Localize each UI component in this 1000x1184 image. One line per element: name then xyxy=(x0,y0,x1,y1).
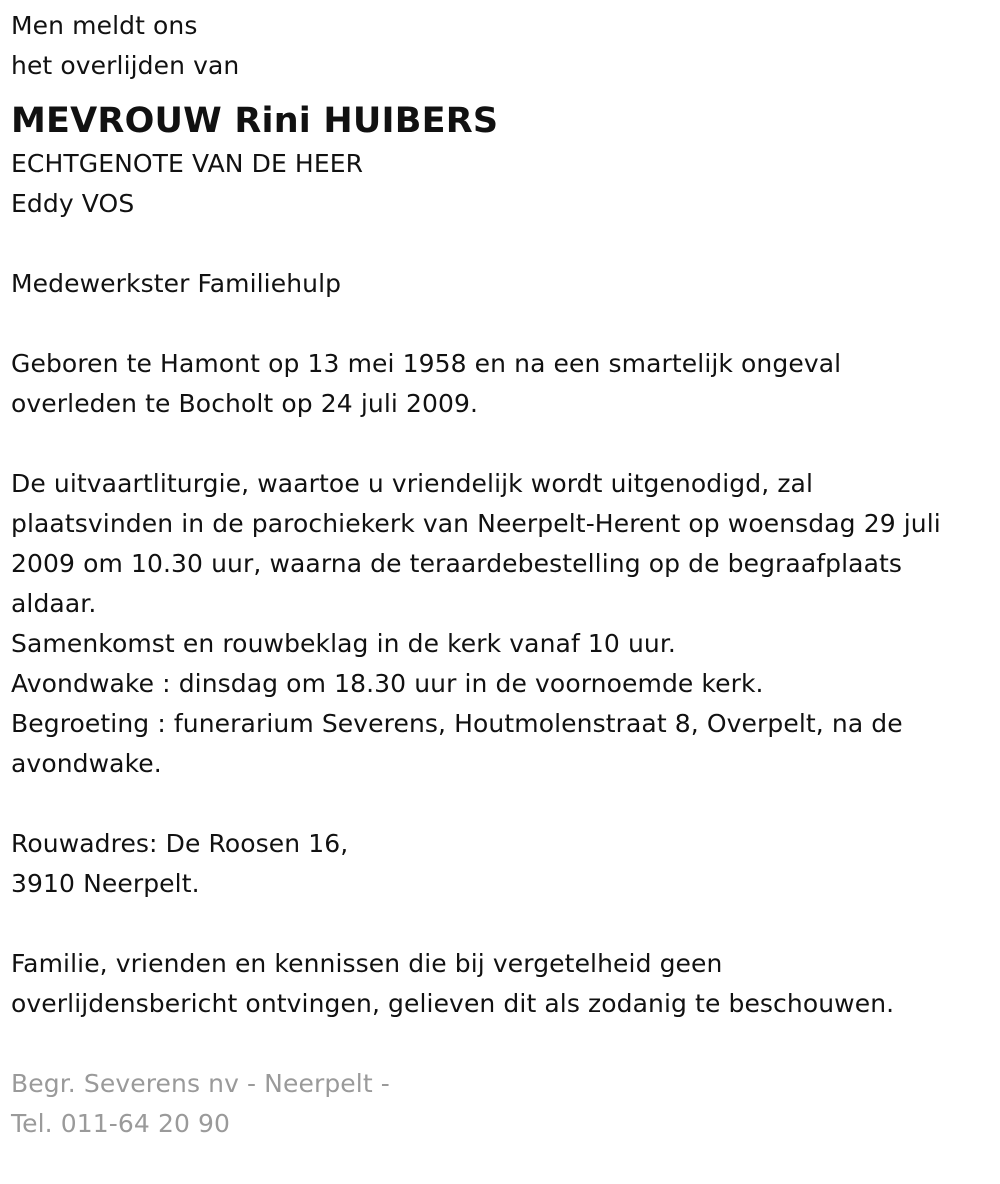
spacer xyxy=(11,424,1000,464)
notice-block xyxy=(11,944,1000,1024)
greeting-line-2: avondwake. xyxy=(11,749,162,778)
address-line-1: Rouwadres: De Roosen 16, xyxy=(11,829,349,858)
intro-line-1: Men meldt ons xyxy=(11,11,198,40)
intro-block xyxy=(11,6,1000,86)
address-block xyxy=(11,824,1000,904)
birth-death-line-1: Geboren te Hamont op 13 mei 1958 en na een smartelijk ongeval xyxy=(11,349,842,378)
spacer xyxy=(11,904,1000,944)
vigil-line: Avondwake : dinsdag om 18.30 uur in de voornoemde kerk. xyxy=(11,669,764,698)
footer-block xyxy=(11,1064,1000,1144)
ceremony-line-3: 2009 om 10.30 uur, waarna de teraardebestelling op de begraafplaats xyxy=(11,549,903,578)
footer-phone: Tel. 011-64 20 90 xyxy=(11,1109,231,1138)
notice-line-2: overlijdensbericht ontvingen, gelieven dit als zodanig te beschouwen. xyxy=(11,989,895,1018)
ceremony-line-2: plaatsvinden in de parochiekerk van Neerpelt-Herent op woensdag 29 juli xyxy=(11,509,941,538)
ceremony-block xyxy=(11,464,1000,784)
spacer xyxy=(11,784,1000,824)
ceremony-line-1: De uitvaartliturgie, waartoe u vriendelijk wordt uitgenodigd, zal xyxy=(11,469,814,498)
occupation: Medewerkster Familiehulp xyxy=(11,269,342,298)
birth-death-block xyxy=(11,344,1000,424)
spacer xyxy=(11,304,1000,344)
spouse-name: Eddy VOS xyxy=(11,189,135,218)
gathering-line: Samenkomst en rouwbeklag in de kerk vanaf 10 uur. xyxy=(11,629,676,658)
spacer xyxy=(11,1024,1000,1064)
intro-line-2: het overlijden van xyxy=(11,51,240,80)
address-line-2: 3910 Neerpelt. xyxy=(11,869,200,898)
ceremony-line-4: aldaar. xyxy=(11,589,97,618)
spouse-block xyxy=(11,144,1000,224)
deceased-name: MEVROUW Rini HUIBERS xyxy=(11,101,499,141)
spouse-title: ECHTGENOTE VAN DE HEER xyxy=(11,149,364,178)
spacer xyxy=(11,224,1000,264)
footer-funeral-home: Begr. Severens nv - Neerpelt - xyxy=(11,1069,390,1098)
birth-death-line-2: overleden te Bocholt op 24 juli 2009. xyxy=(11,389,479,418)
notice-line-1: Familie, vrienden en kennissen die bij vergetelheid geen xyxy=(11,949,723,978)
greeting-line-1: Begroeting : funerarium Severens, Houtmolenstraat 8, Overpelt, na de xyxy=(11,709,903,738)
